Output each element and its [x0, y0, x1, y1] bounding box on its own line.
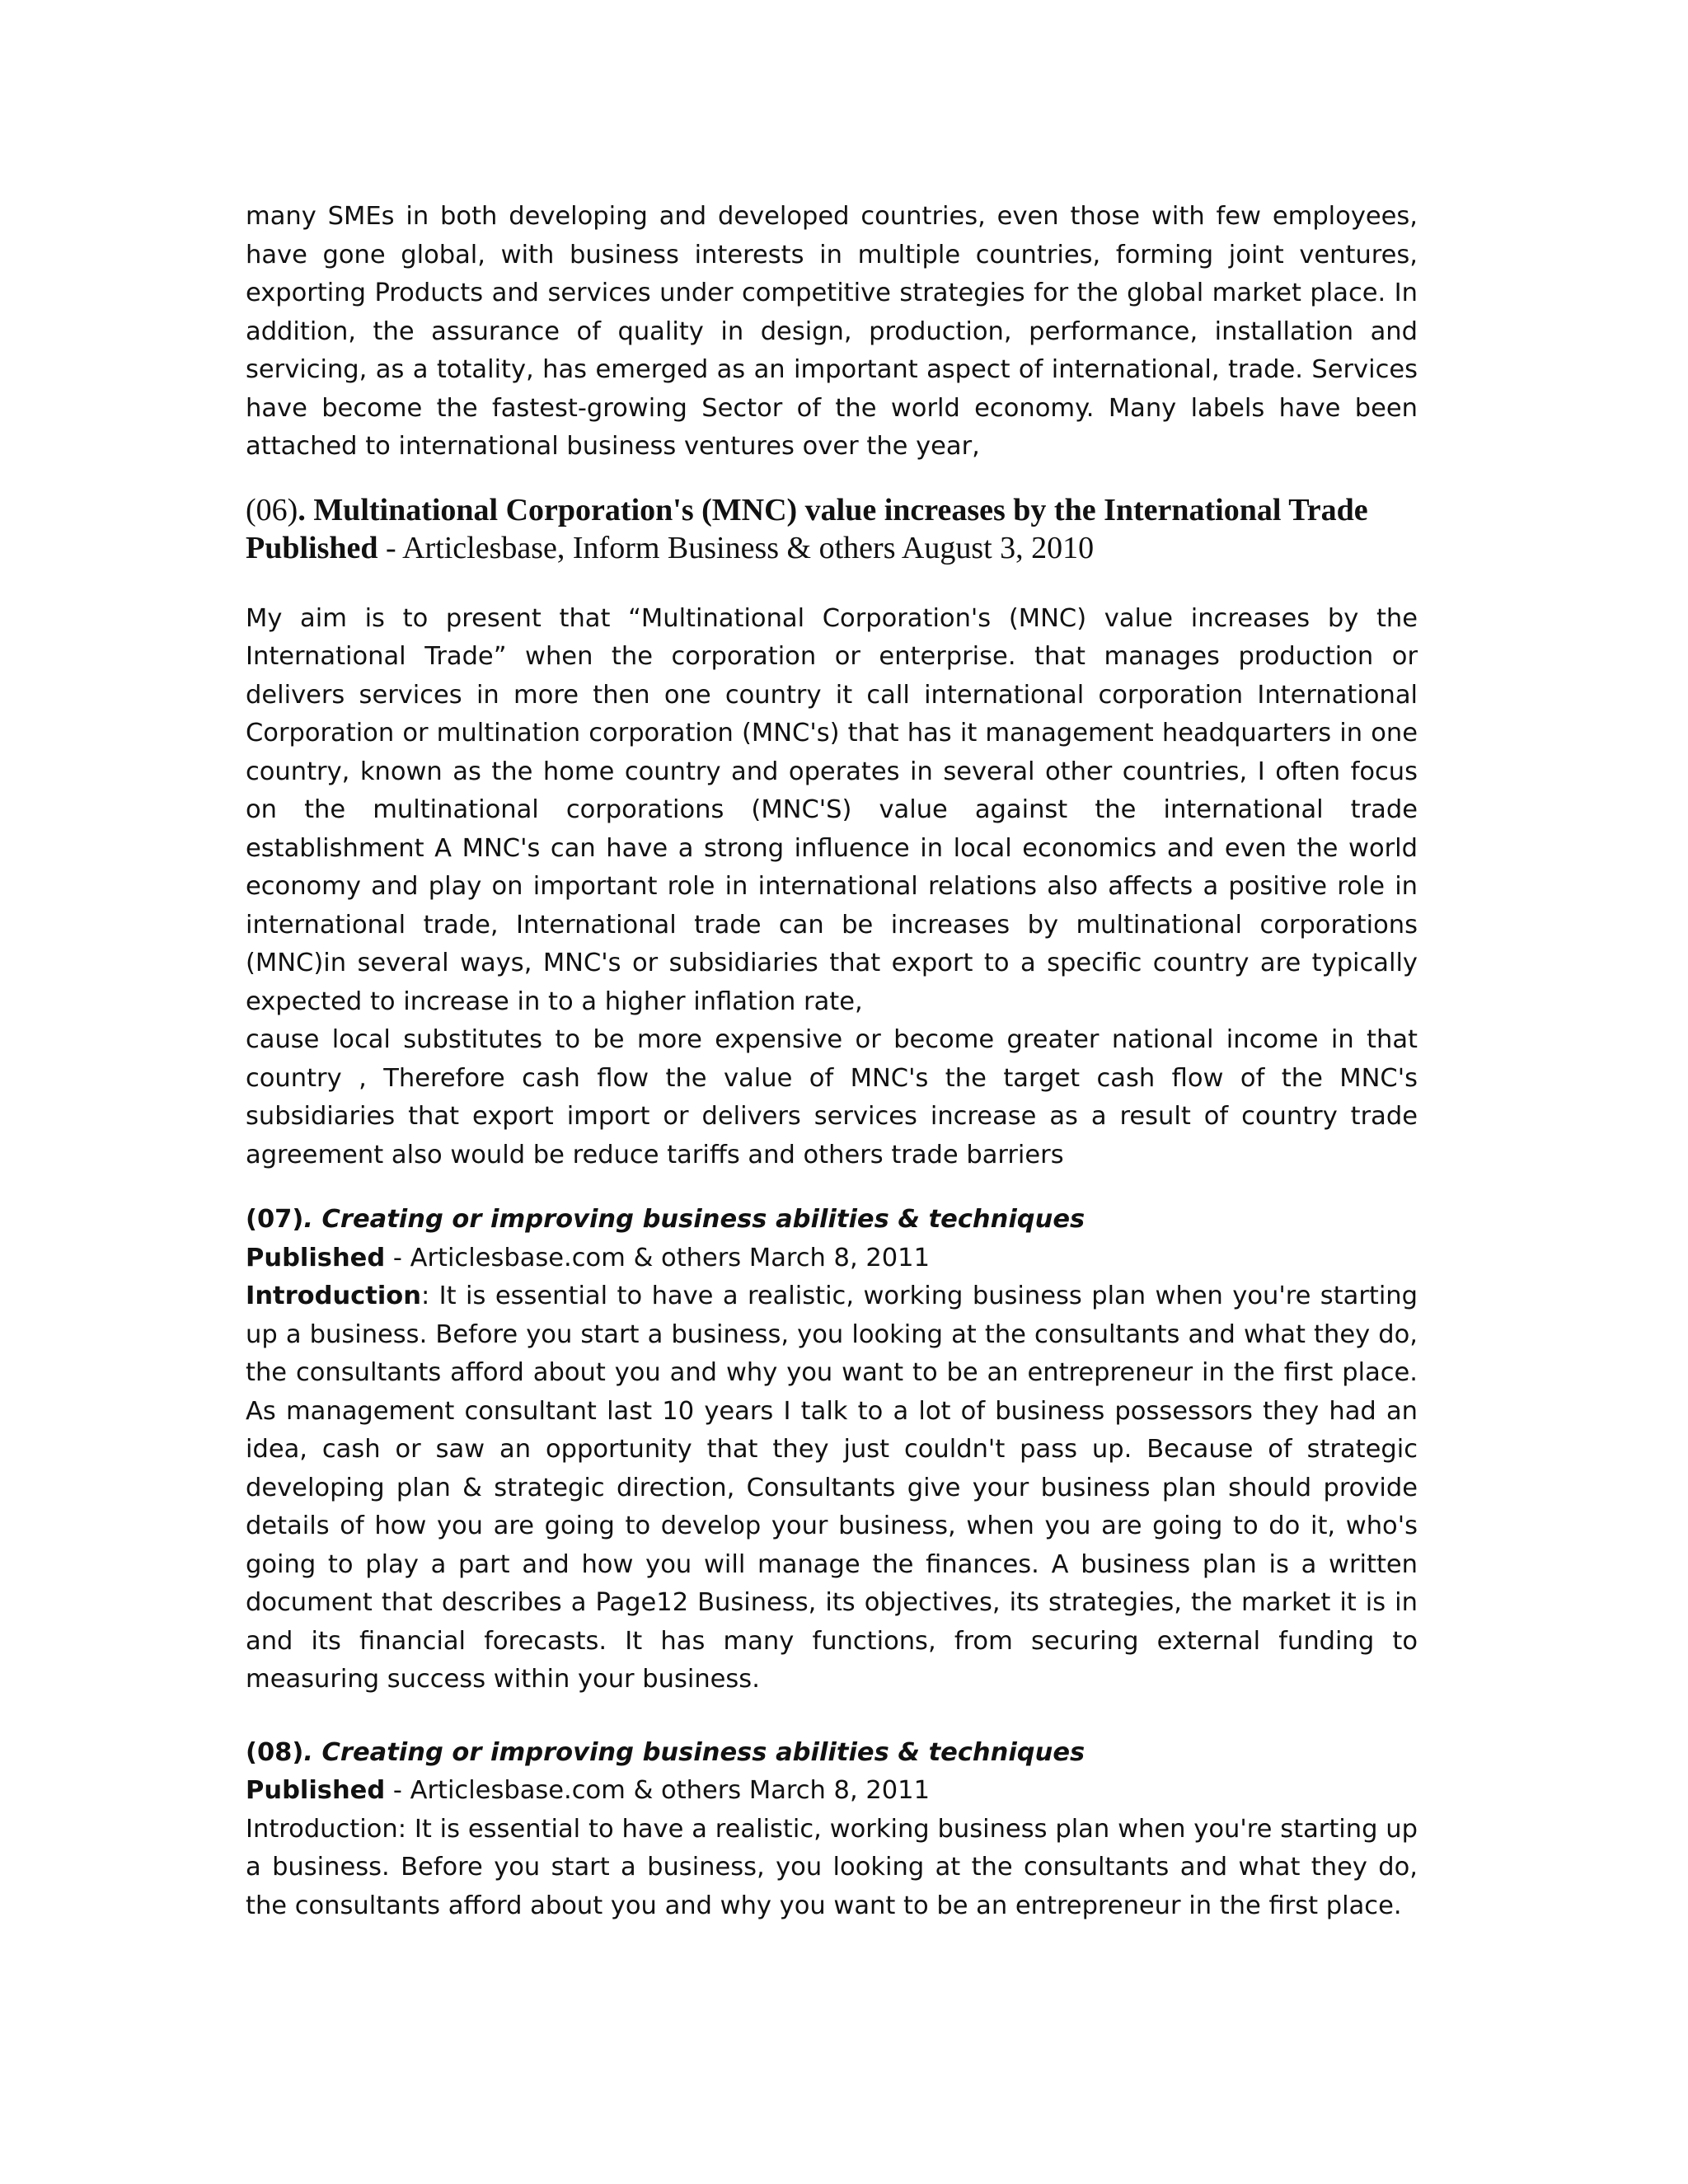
section-08-published-text: - Articlesbase.com & others March 8, 2011 [385, 1776, 930, 1805]
section-06-body-2: cause local substitutes to be more expensive or become greater national income in that country , Therefore cash flow the value of MNC's the target cash flow of the MNC's subsidiaries that export import or delivers services increase as a result of country trade agreement also would be reduce tariffs and others trade barriers [246, 1025, 1418, 1169]
section-07-title: . Creating or improving business abilities & techniques [303, 1205, 1085, 1234]
section-08-heading [246, 1734, 1418, 1773]
section-08-body: Introduction: It is essential to have a realistic, working business plan when you're starting up a business. Before you start a business, you looking at the consultants and what they do, the consultants afford about you and why you want to be an entrepreneur in the first place. [246, 1814, 1418, 1920]
section-08-number: (08) [246, 1737, 304, 1767]
section-08-title: . Creating or improving business abilities & techniques [303, 1737, 1085, 1767]
section-07-body [246, 1277, 1418, 1699]
section-06-published-text: - Articlesbase, Inform Business & others August 3, 2010 [377, 530, 1095, 565]
section-07-body-text: : It is essential to have a realistic, working business plan when you're starting up a business. Before you start a business, you looking at the consultants and what they do, the consultants afford about you and why you want to be an entrepreneur in the first place. As management consultant last 10 years I talk to a lot of business possessors they had an idea, cash or saw an opportunity that they just couldn't pass up. Because of strategic developing plan & strategic direction, Consultants give your business plan should provide details of how you are going to develop your business, when you are going to do it, who's going to play a part and how you will manage the finances. A business plan is a written document that describes a Page12 Business, its objectives, its strategies, the market it is in and its financial forecasts. It has many functions, from securing external funding to measuring success within your business. [246, 1282, 1418, 1694]
section-07-number: (07) [246, 1205, 304, 1234]
section-06-body-1: My aim is to present that “Multinational Corporation's (MNC) value increases by the International Trade” when the corporation or enterprise. that manages production or delivers services in more then one country it call international corporation International Corporation or multination corporation (MNC's) that has it management headquarters in one country, known as the home country and operates in several other countries, I often focus on the multinational corporations (MNC'S) value against the international trade establishment A MNC's can have a strong influence in local economics and even the world economy and play on important role in international relations also affects a positive role in international trade, International trade can be increases by multinational corporations (MNC)in several ways, MNC's or subsidiaries that export to a specific country are typically expected to increase in to a higher inflation rate, [246, 603, 1418, 1016]
document-page [246, 198, 1418, 1925]
section-06-heading [246, 491, 1418, 529]
section-07-published-text: - Articlesbase.com & others March 8, 2011 [385, 1243, 930, 1272]
section-06-title: . Multinational Corporation's (MNC) value increases by the International Trade [298, 492, 1368, 527]
section-06 [246, 491, 1418, 1175]
section-07-heading [246, 1201, 1418, 1240]
section-06-published [246, 529, 1418, 567]
section-08 [246, 1734, 1418, 1926]
section-07-published-label: Published [246, 1243, 386, 1272]
section-07-intro-label: Introduction [246, 1282, 421, 1310]
section-06-number: (06) [246, 492, 298, 527]
section-07 [246, 1201, 1418, 1699]
section-08-published [246, 1772, 1418, 1811]
section-08-published-label: Published [246, 1776, 386, 1805]
section-07-published [246, 1240, 1418, 1278]
section-06-published-label: Published [246, 530, 378, 565]
intro-paragraph: many SMEs in both developing and developed countries, even those with few employees, have gone global, with business interests in multiple countries, forming joint ventures, exporting Products and services under competitive strategies for the global market place. In addition, the assurance of quality in design, production, performance, installation and servicing, as a totality, has emerged as an important aspect of international, trade. Services have become the fastest-growing Sector of the world economy. Many labels have been attached to international business ventures over the year, [246, 202, 1418, 461]
